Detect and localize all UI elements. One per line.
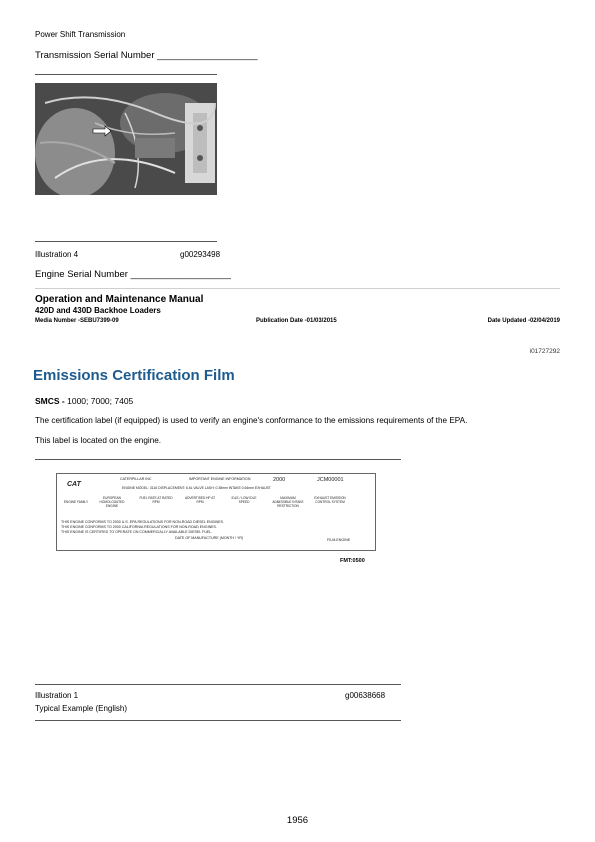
label-column: IDLE / LOW IDLE SPEED <box>231 496 257 505</box>
cat-logo: CAT <box>67 481 81 488</box>
figure-tag: FMT:0500 <box>340 558 365 564</box>
section-heading: Emissions Certification Film <box>33 367 235 384</box>
divider <box>35 684 401 685</box>
label-year: 2000 <box>273 477 286 483</box>
label-column: EUROPEAN HOMOLOGATED ENGINE <box>99 496 125 509</box>
illustration-ref: g00293498 <box>180 250 221 259</box>
divider <box>35 74 217 75</box>
label-column: ADVERTISED HP AT RPM <box>184 496 216 505</box>
engine-serial-label: Engine Serial Number ___________________ <box>35 269 231 280</box>
smcs-codes: 1000; 7000; 7405 <box>64 396 134 406</box>
label-part-mark: FILM-ENGINE <box>327 538 351 542</box>
label-column: FUEL RATE AT RATED RPM <box>139 496 173 505</box>
manual-title: Operation and Maintenance Manual <box>35 294 204 305</box>
engine-photo-with-arrow-icon <box>35 83 217 195</box>
publication-date: Publication Date -01/03/2015 <box>256 318 337 324</box>
engine-photo <box>35 83 217 195</box>
divider <box>35 459 401 460</box>
page-number: 1956 <box>286 815 309 826</box>
label-heading: IMPORTANT ENGINE INFORMATION <box>189 477 251 481</box>
label-fine-print: THIS ENGINE IS CERTIFIED TO OPERATE ON COMMERCIALLY AVAILABLE DIESEL FUEL. <box>61 530 213 534</box>
running-title: Power Shift Transmission <box>35 30 126 39</box>
divider <box>35 720 401 721</box>
paragraph: The certification label (if equipped) is used to verify an engine's conformance to the emissions requirements of the EPA. <box>35 416 468 425</box>
date-updated: Date Updated -02/04/2019 <box>487 318 560 324</box>
label-column: ENGINE FAMILY <box>63 500 89 504</box>
transmission-serial-label: Transmission Serial Number ___________________ <box>35 50 258 61</box>
manual-subtitle: 420D and 430D Backhoe Loaders <box>35 306 161 315</box>
label-serial: JCM00001 <box>317 477 344 483</box>
document-id: i01727292 <box>529 348 560 355</box>
illustration-number: Illustration 4 <box>35 250 79 259</box>
label-column: EXHAUST EMISSION CONTROL SYSTEM <box>314 496 346 505</box>
label-model-line: ENGINE MODEL: 3116 DISPLACEMENT: 6.6L VALVE LASH: 0.38mm INTAKE 0.64mm EXHAUST <box>122 486 271 490</box>
illustration-number: Illustration 1 <box>35 691 79 700</box>
label-company: CATERPILLAR INC <box>120 477 152 481</box>
illustration-ref: g00638668 <box>345 691 386 700</box>
smcs-line <box>35 396 133 406</box>
paragraph: This label is located on the engine. <box>35 436 162 445</box>
divider <box>35 241 217 242</box>
certification-label <box>56 473 376 551</box>
media-number: Media Number -SEBU7399-09 <box>35 318 119 324</box>
label-fine-print: THIS ENGINE CONFORMS TO 2000 U.S. EPA REGULATIONS FOR NON-ROAD DIESEL ENGINES. <box>61 520 224 524</box>
label-fine-print: THIS ENGINE CONFORMS TO 2000 CALIFORNIA REGULATIONS FOR NON-ROAD ENGINES. <box>61 525 217 529</box>
divider <box>35 288 560 289</box>
illustration-caption: Typical Example (English) <box>35 704 128 713</box>
label-column: MAXIMUM ADMISSIBLE INTAKE RESTRICTION <box>272 496 304 509</box>
label-fine-print: DATE OF MANUFACTURE (MONTH / YR) <box>175 536 244 540</box>
smcs-label: SMCS - <box>35 396 65 406</box>
